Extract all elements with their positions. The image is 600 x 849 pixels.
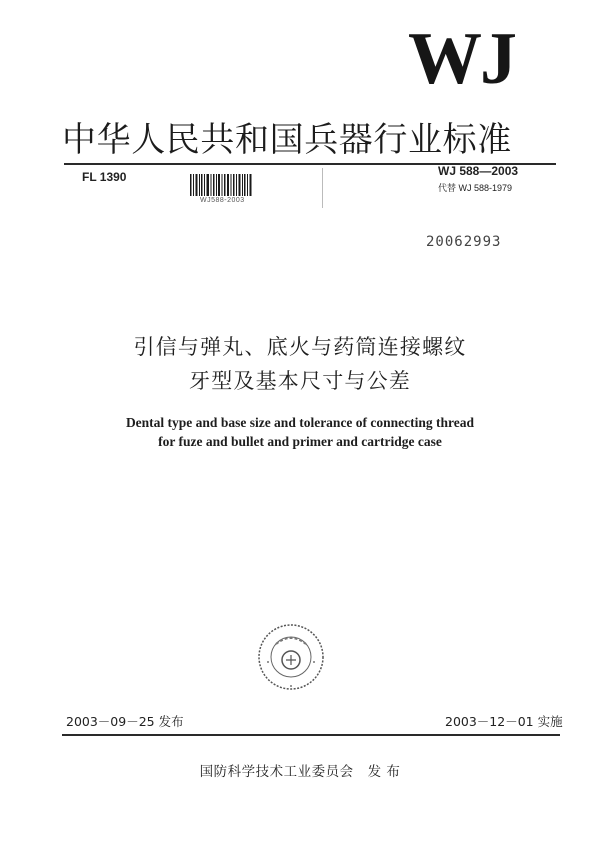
chinese-title-line-1: 引信与弹丸、底火与药筒连接螺纹 — [133, 335, 467, 359]
standard-number: WJ 588—2003 — [438, 164, 519, 178]
barcode-image — [190, 174, 252, 196]
classification-code: FL 1390 — [82, 170, 127, 184]
replaces-standard: 代替 WJ 588-1979 — [438, 183, 513, 193]
serial-stamp: 20062993 — [426, 234, 502, 250]
standard-category-title: 中华人民共和国兵器行业标准 — [62, 120, 512, 160]
barcode-number: WJ588-2003 — [200, 197, 245, 204]
wj-logo: WJ — [408, 18, 515, 100]
chinese-title-line-2: 牙型及基本尺寸与公差 — [189, 369, 411, 393]
footer-divider — [62, 734, 560, 736]
english-title — [0, 413, 600, 451]
issue-date: 2003－09－25 发布 — [66, 714, 184, 729]
issuing-authority — [0, 760, 600, 780]
publisher-seal-icon — [256, 622, 326, 692]
issuer-name: 国防科学技术工业委员会 — [199, 764, 354, 780]
chinese-title — [0, 330, 600, 398]
scan-edge-line — [322, 168, 323, 208]
implementation-date: 2003－12－01 实施 — [445, 714, 563, 729]
issuer-action: 发 布 — [367, 764, 401, 780]
english-title-line-1: Dental type and base size and tolerance of connecting thread — [125, 415, 475, 430]
english-title-line-2: for fuze and bullet and primer and cartridge case — [158, 434, 442, 449]
